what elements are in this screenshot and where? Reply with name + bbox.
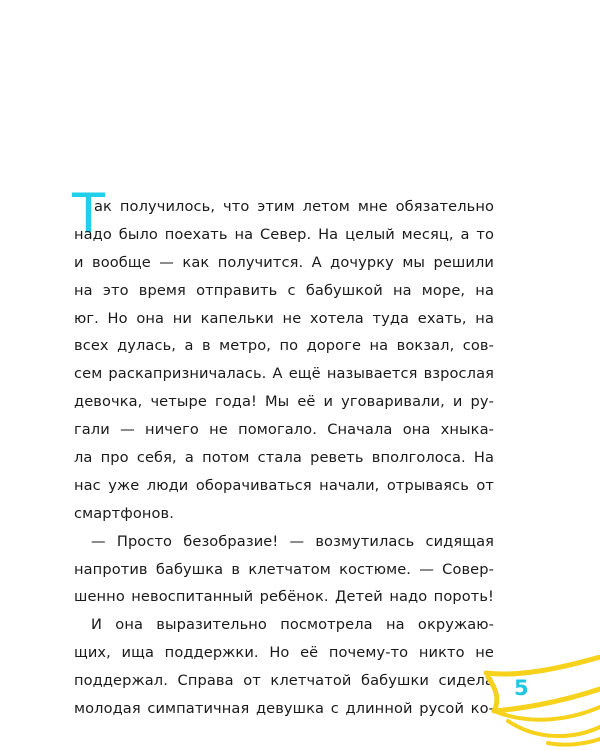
text-line: нас уже люди оборачиваться начали, отрываясь от [74, 476, 494, 494]
text-line: щих, ища поддержки. Но её почему-то никто не [74, 644, 494, 662]
text-line: юг. Но она ни капельки не хотела туда ехать, на [74, 309, 494, 327]
text-line: девочка, четыре года! Мы её и уговаривали, и ру- [74, 393, 494, 411]
text-line: — Просто безобразие! — возмутилась сидящая [91, 532, 494, 550]
text-line: шенно невоспитанный ребёнок. Детей надо пороть! [74, 588, 494, 606]
text-line: напротив бабушка в клетчатом костюме. — Совер- [74, 560, 494, 578]
page-number: 5 [514, 676, 529, 700]
page-corner-ribbon-icon [478, 655, 600, 750]
drop-cap-letter: Т [72, 182, 105, 245]
text-line: молодая симпатичная девушка с длинной русой ко- [74, 700, 494, 718]
text-line: поддержал. Справа от клетчатой бабушки сидела [74, 672, 494, 690]
text-line: смартфонов. [74, 504, 174, 522]
text-line: И она выразительно посмотрела на окружаю- [91, 616, 494, 634]
text-line: надо было поехать на Север. На целый месяц, а то [74, 225, 494, 243]
text-line: ак получилось, что этим летом мне обязательно [94, 198, 494, 215]
text-line: ла про себя, а потом стала реветь вполголоса. На [74, 449, 494, 467]
text-line: гали — ничего не помогало. Сначала она хныка- [74, 421, 494, 439]
body-text [74, 193, 494, 723]
text-line: всех дулась, а в метро, по дороге на вокзал, сов- [74, 337, 494, 355]
text-line: сем раскапризничалась. А ещё называется взрослая [74, 365, 494, 383]
text-line: на это время отправить с бабушкой на море, на [74, 281, 494, 299]
text-line: и вообще — как получится. А дочурку мы решили [74, 253, 494, 271]
